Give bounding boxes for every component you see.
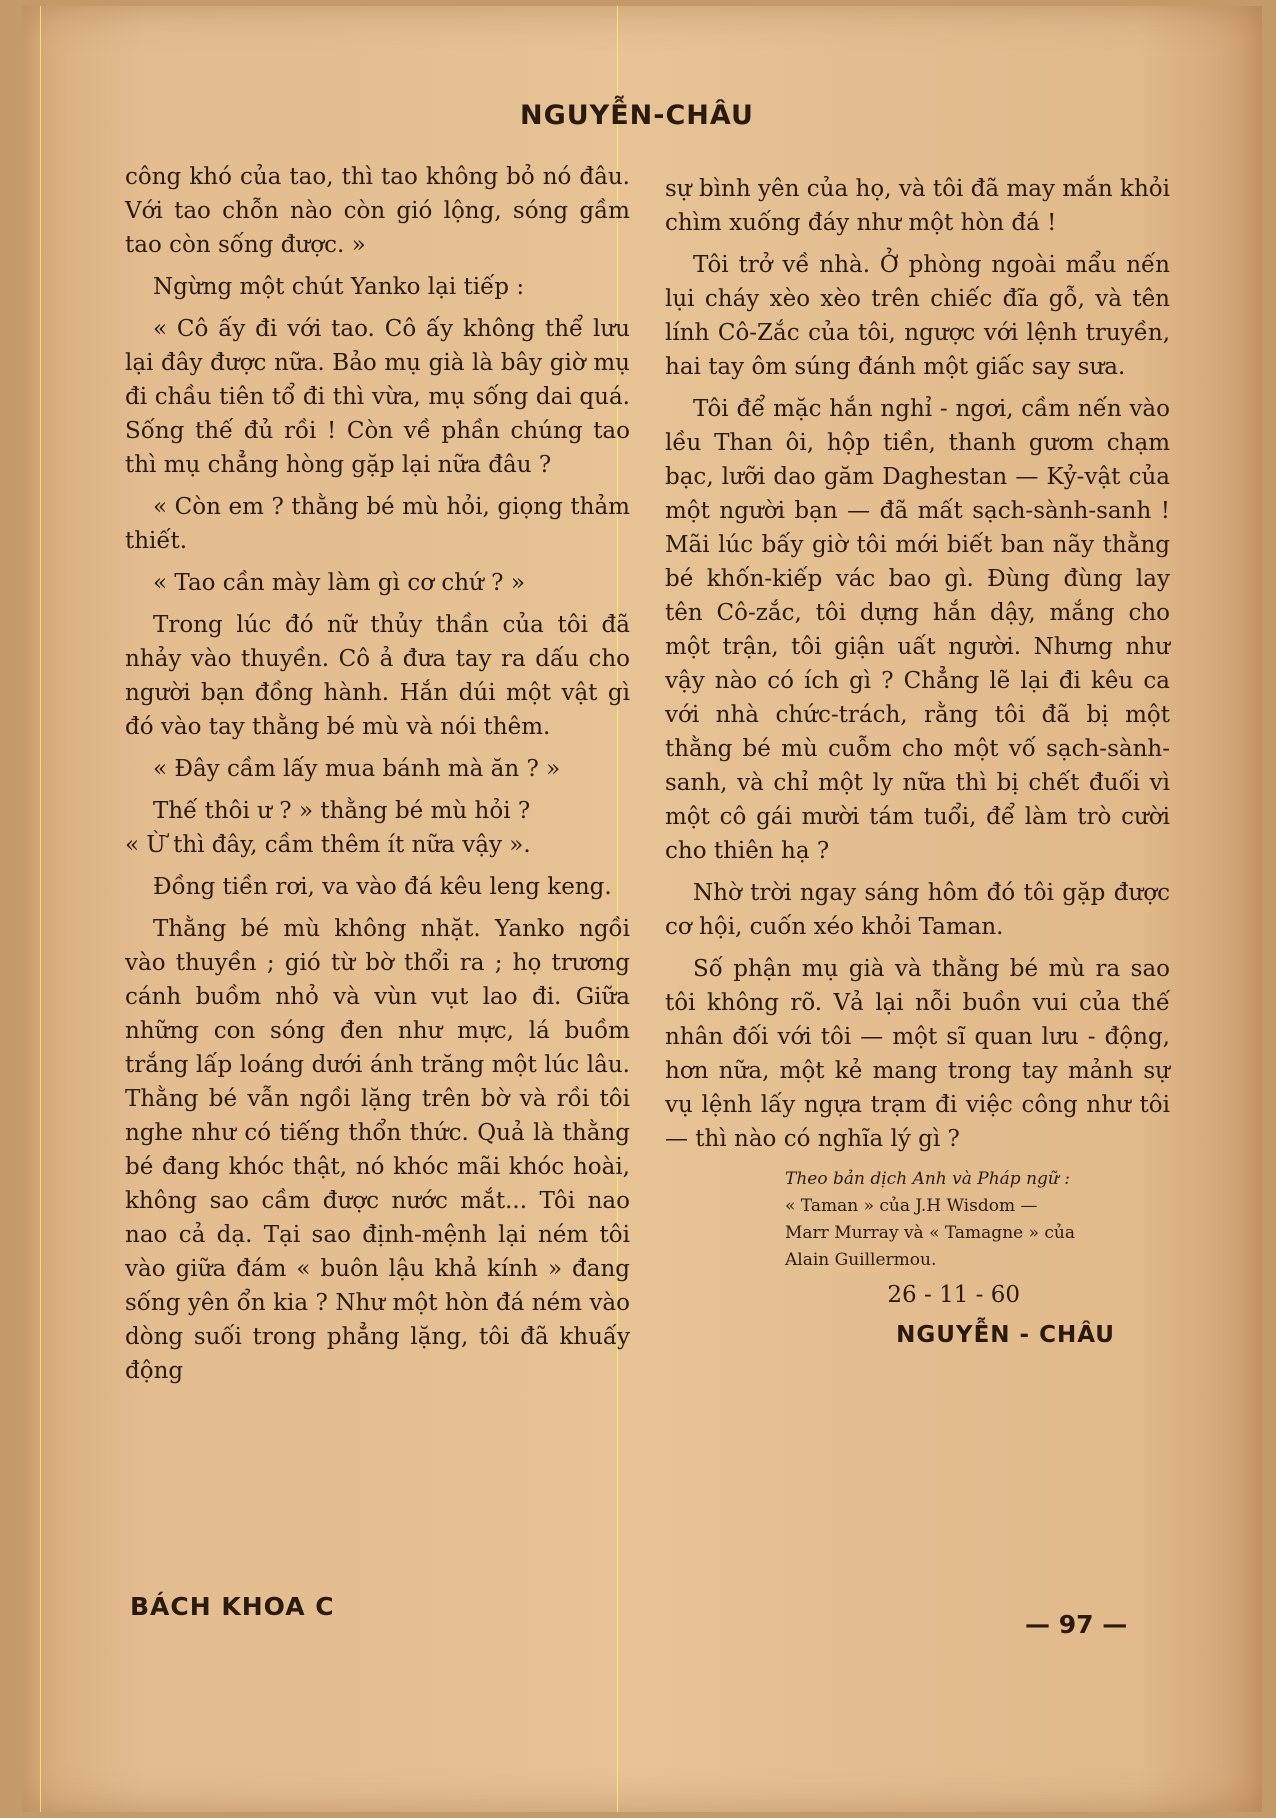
left-text-column <box>125 160 630 1396</box>
paragraph: công khó của tao, thì tao không bỏ nó đâu. Với tao chỗn nào còn gió lộng, sóng gầm tao còn sống được. » <box>125 164 630 258</box>
paragraph: Số phận mụ già và thằng bé mù ra sao tôi không rõ. Vả lại nỗi buồn vui của thế nhân đối với tôi — một sĩ quan lưu - động, hơn nữa, một kẻ mang trong tay mảnh sự vụ lệnh lấy ngựa trạm đi việc công như tôi — thì nào có nghĩa lý gì ? <box>665 956 1170 1152</box>
paragraph: « Còn em ? thằng bé mù hỏi, giọng thảm thiết. <box>125 494 630 554</box>
source-credit <box>665 1166 1170 1274</box>
source-line: Alain Guillermou. <box>785 1250 937 1270</box>
paragraph: Tôi trở về nhà. Ở phòng ngoài mẩu nến lụi cháy xèo xèo trên chiếc đĩa gỗ, và tên lính Cô-Zắc của tôi, ngược với lệnh truyền, hai tay ôm súng đánh một giấc say sưa. <box>665 252 1170 380</box>
paragraph: « Cô ấy đi với tao. Cô ấy không thể lưu lại đây được nữa. Bảo mụ già là bây giờ mụ đi chầu tiên tổ đi thì vừa, mụ sống dai quá. Sống thế đủ rồi ! Còn về phần chúng tao thì mụ chẳng hòng gặp lại nữa đâu ? <box>125 316 630 478</box>
page-header-author: NGUYỄN-CHÂU <box>520 100 754 131</box>
paragraph: Trong lúc đó nữ thủy thần của tôi đã nhảy vào thuyền. Cô ả đưa tay ra dấu cho người bạn đồng hành. Hắn dúi một vật gì đó vào tay thằng bé mù và nói thêm. <box>125 612 630 740</box>
yellow-guide-line <box>40 6 41 1812</box>
paragraph: « Đây cầm lấy mua bánh mà ăn ? » <box>153 756 561 782</box>
source-intro: Theo bản dịch Anh và Pháp ngữ : <box>785 1169 1070 1189</box>
source-line: Marr Murray và « Tamagne » của <box>785 1223 1076 1243</box>
paragraph: Nhờ trời ngay sáng hôm đó tôi gặp được cơ hội, cuốn xéo khỏi Taman. <box>665 880 1170 940</box>
paragraph: Tôi để mặc hắn nghỉ - ngơi, cầm nến vào lều Than ôi, hộp tiền, thanh gươm chạm bạc, lưỡi dao găm Daghestan — Kỷ-vật của một người bạn — đã mất sạch-sành-sanh ! Mãi lúc bấy giờ tôi mới biết ban nãy thằng bé khốn-kiếp vác bao gì. Đùng đùng lay tên Cô-zắc, tôi dựng hắn dậy, mắng cho một trận, tôi giận uất người. Nhưng như vậy nào có ích gì ? Chẳng lẽ lại đi kêu ca với nhà chức-trách, rằng tôi đã bị một thằng bé mù cuỗm cho một vố sạch-sành-sanh, và chỉ một ly nữa thì bị chết đuối vì một cô gái mười tám tuổi, để làm trò cười cho thiên hạ ? <box>665 396 1170 864</box>
paragraph: sự bình yên của họ, và tôi đã may mắn khỏi chìm xuống đáy như một hòn đá ! <box>665 176 1170 236</box>
paragraph: « Ừ thì đây, cầm thêm ít nữa vậy ». <box>125 832 531 858</box>
publication-footer: BÁCH KHOA C <box>130 1592 335 1621</box>
right-text-column <box>665 172 1170 1352</box>
author-signature: NGUYỄN - CHÂU <box>896 1322 1115 1348</box>
paragraph: Ngừng một chút Yanko lại tiếp : <box>153 274 525 300</box>
date: 26 - 11 - 60 <box>887 1282 1020 1308</box>
paragraph: « Tao cần mày làm gì cơ chứ ? » <box>153 570 525 596</box>
paragraph: Thế thôi ư ? » thằng bé mù hỏi ? <box>153 798 531 824</box>
source-line: « Taman » của J.H Wisdom — <box>785 1196 1038 1216</box>
page-number: — 97 — <box>1025 1610 1128 1639</box>
paragraph: Thằng bé mù không nhặt. Yanko ngồi vào thuyền ; gió từ bờ thổi ra ; họ trương cánh buồm nhỏ và vùn vụt lao đi. Giữa những con sóng đen như mực, lá buồm trắng lấp loáng dưới ánh trăng một lúc lâu. Thằng bé vẫn ngồi lặng trên bờ và rồi tôi nghe như có tiếng thổn thức. Quả là thằng bé đang khóc thật, nó khóc mãi khóc hoài, không sao cầm được nước mắt... Tôi nao nao cả dạ. Tại sao định-mệnh lại ném tôi vào giữa đám « buôn lậu khả kính » đang sống yên ổn kia ? Như một hòn đá ném vào dòng suối trong phẳng lặng, tôi đã khuấy động <box>125 916 630 1384</box>
paragraph: Đồng tiền rơi, va vào đá kêu leng keng. <box>153 874 612 900</box>
